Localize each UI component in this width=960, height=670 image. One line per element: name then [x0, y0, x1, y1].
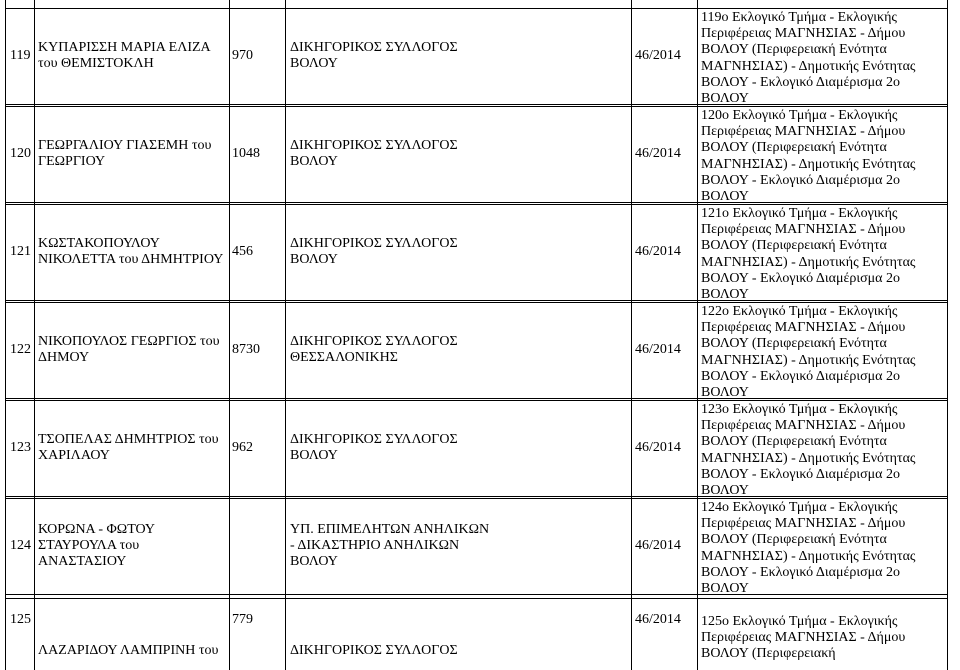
person-name: ΛΑΖΑΡΙΔΟΥ ΛΑΜΠΡΙΝΗ του	[38, 643, 219, 658]
person-name: ΓΕΩΡΓΑΛΙΟΥ ΓΙΑΣΕΜΗ του ΓΕΩΡΓΙΟΥ	[38, 137, 212, 169]
polling-station: 121ο Εκλογικό Τμήμα - Εκλογικής Περιφέρειας ΜΑΓΝΗΣΙΑΣ - Δήμου ΒΟΛΟΥ (Περιφερειακή Ενότητα ΜΑΓΝΗΣΙΑΣ) - Δημοτικής Ενότητας ΒΟΛΟΥ - Εκλογικό Διαμέρισμα 2ο ΒΟΛΟΥ	[701, 206, 916, 303]
column-rule	[229, 0, 230, 670]
row-number: 124	[10, 537, 31, 553]
registry-code: 456	[232, 243, 253, 259]
polling-station: 124ο Εκλογικό Τμήμα - Εκλογικής Περιφέρειας ΜΑΓΝΗΣΙΑΣ - Δήμου ΒΟΛΟΥ (Περιφερειακή Ενότητα ΜΑΓΝΗΣΙΑΣ) - Δημοτικής Ενότητας ΒΟΛΟΥ - Εκλογικό Διαμέρισμα 2ο ΒΟΛΟΥ	[701, 500, 916, 597]
column-rule	[947, 0, 948, 670]
registry-code: 8730	[232, 341, 260, 357]
polling-station: 122ο Εκλογικό Τμήμα - Εκλογικής Περιφέρειας ΜΑΓΝΗΣΙΑΣ - Δήμου ΒΟΛΟΥ (Περιφερειακή Ενότητα ΜΑΓΝΗΣΙΑΣ) - Δημοτικής Ενότητας ΒΟΛΟΥ - Εκλογικό Διαμέρισμα 2ο ΒΟΛΟΥ	[701, 304, 916, 401]
decision-ref: 46/2014	[635, 341, 681, 357]
person-name: ΤΣΟΠΕΛΑΣ ΔΗΜΗΤΡΙΟΣ του ΧΑΡΙΛΑΟΥ	[38, 431, 219, 463]
registry-code: 1048	[232, 145, 260, 161]
column-rule	[5, 0, 6, 670]
registry-code	[232, 498, 282, 594]
registry-code: 970	[232, 47, 253, 63]
row-number: 119	[10, 47, 31, 63]
row-number: 125	[10, 612, 31, 627]
association-name: ΔΙΚΗΓΟΡΙΚΟΣ ΣΥΛΛΟΓΟΣ	[290, 643, 458, 658]
decision-ref: 46/2014	[635, 47, 681, 63]
column-rule	[285, 0, 286, 670]
person-name: ΚΩΣΤΑΚΟΠΟΥΛΟΥ ΝΙΚΟΛΕΤΤΑ του ΔΗΜΗΤΡΙΟΥ	[38, 235, 224, 267]
polling-station: 119ο Εκλογικό Τμήμα - Εκλογικής Περιφέρειας ΜΑΓΝΗΣΙΑΣ - Δήμου ΒΟΛΟΥ (Περιφερειακή Ενότητα ΜΑΓΝΗΣΙΑΣ) - Δημοτικής Ενότητας ΒΟΛΟΥ - Εκλογικό Διαμέρισμα 2ο ΒΟΛΟΥ	[701, 10, 916, 107]
association-name: ΔΙΚΗΓΟΡΙΚΟΣ ΣΥΛΛΟΓΟΣ ΒΟΛΟΥ	[290, 137, 458, 169]
decision-ref: 46/2014	[635, 243, 681, 259]
row-number: 121	[10, 243, 31, 259]
association-name: ΔΙΚΗΓΟΡΙΚΟΣ ΣΥΛΛΟΓΟΣ ΒΟΛΟΥ	[290, 431, 458, 463]
registry-code: 962	[232, 439, 253, 455]
row-number: 122	[10, 341, 31, 357]
decision-ref: 46/2014	[635, 145, 681, 161]
person-name: ΚΟΡΩΝΑ - ΦΩΤΟΥ ΣΤΑΥΡΟΥΛΑ του ΑΝΑΣΤΑΣΙΟΥ	[38, 521, 155, 570]
person-name: ΚΥΠΑΡΙΣΣΗ ΜΑΡΙΑ ΕΛΙΖΑ του ΘΕΜΙΣΤΟΚΛΗ	[38, 39, 210, 71]
polling-station: 120ο Εκλογικό Τμήμα - Εκλογικής Περιφέρειας ΜΑΓΝΗΣΙΑΣ - Δήμου ΒΟΛΟΥ (Περιφερειακή Ενότητα ΜΑΓΝΗΣΙΑΣ) - Δημοτικής Ενότητας ΒΟΛΟΥ - Εκλογικό Διαμέρισμα 2ο ΒΟΛΟΥ	[701, 108, 916, 205]
association-name: ΔΙΚΗΓΟΡΙΚΟΣ ΣΥΛΛΟΓΟΣ ΘΕΣΣΑΛΟΝΙΚΗΣ	[290, 333, 458, 365]
column-rule	[697, 0, 698, 670]
column-rule	[34, 0, 35, 670]
association-name: ΥΠ. ΕΠΙΜΕΛΗΤΩΝ ΑΝΗΛΙΚΩΝ - ΔΙΚΑΣΤΗΡΙΟ ΑΝΗΛΙΚΩΝ ΒΟΛΟΥ	[290, 521, 490, 570]
polling-station: 123ο Εκλογικό Τμήμα - Εκλογικής Περιφέρειας ΜΑΓΝΗΣΙΑΣ - Δήμου ΒΟΛΟΥ (Περιφερειακή Ενότητα ΜΑΓΝΗΣΙΑΣ) - Δημοτικής Ενότητας ΒΟΛΟΥ - Εκλογικό Διαμέρισμα 2ο ΒΟΛΟΥ	[701, 402, 916, 499]
association-name: ΔΙΚΗΓΟΡΙΚΟΣ ΣΥΛΛΟΓΟΣ ΒΟΛΟΥ	[290, 39, 458, 71]
decision-ref: 46/2014	[635, 439, 681, 455]
column-rule	[631, 0, 632, 670]
row-rule	[5, 598, 947, 599]
person-name: ΝΙΚΟΠΟΥΛΟΣ ΓΕΩΡΓΙΟΣ του ΔΗΜΟΥ	[38, 333, 220, 365]
decision-ref: 46/2014	[635, 537, 681, 553]
decision-ref: 46/2014	[635, 612, 681, 627]
registry-code: 779	[232, 612, 253, 627]
row-number: 123	[10, 439, 31, 455]
polling-station: 125ο Εκλογικό Τμήμα - Εκλογικής Περιφέρειας ΜΑΓΝΗΣΙΑΣ - Δήμου ΒΟΛΟΥ (Περιφερειακή	[701, 614, 906, 662]
association-name: ΔΙΚΗΓΟΡΙΚΟΣ ΣΥΛΛΟΓΟΣ ΒΟΛΟΥ	[290, 235, 458, 267]
row-number: 120	[10, 145, 31, 161]
